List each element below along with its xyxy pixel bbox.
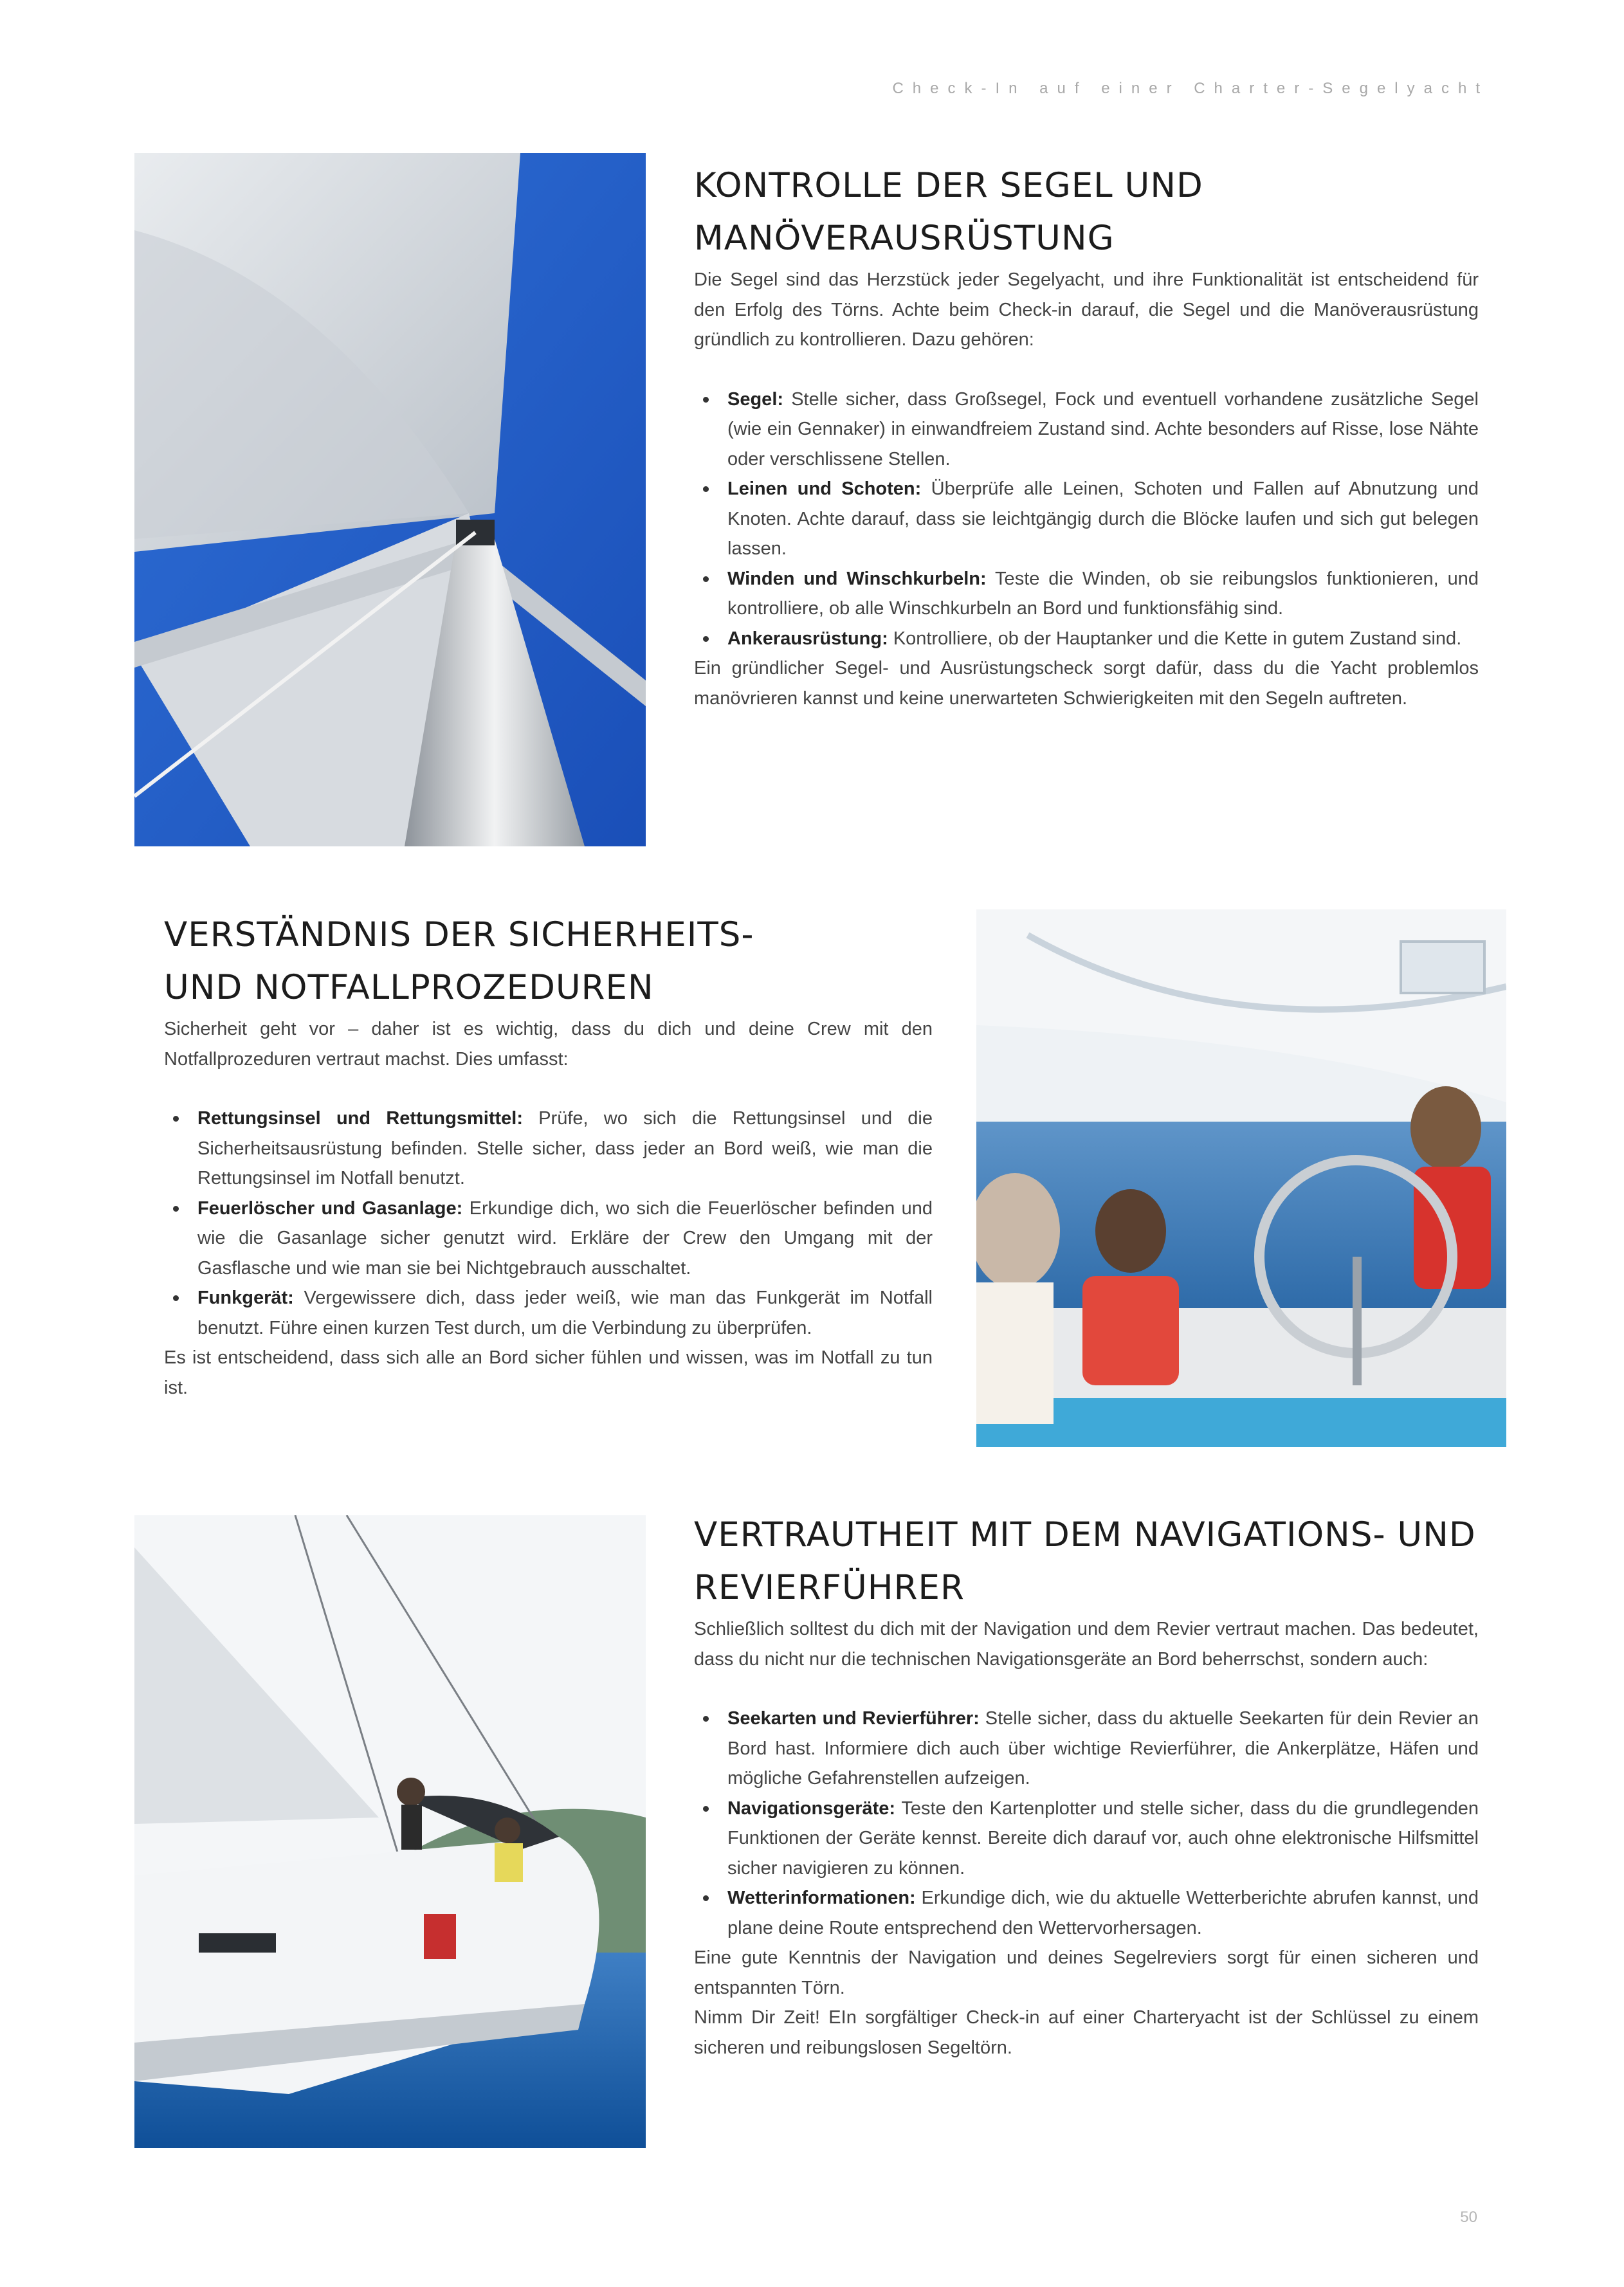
section-body [694,265,1479,713]
checklist [694,1704,1479,1943]
list-item: Segel: Stelle sicher, dass Großsegel, Fock und eventuell vorhandene zusätzliche Segel (wie ein Gennaker) in einwandfreiem Zustand sind. Achte besonders auf Risse, lose Nähte oder verschlissene Stellen. [694,385,1479,475]
list-item: Wetterinformationen: Erkundige dich, wie du aktuelle Wetterberichte abrufen kannst, und plane deine Route entsprechend den Wettervorhersagen. [694,1883,1479,1943]
list-item: Navigationsgeräte: Teste den Kartenplotter und stelle sicher, dass du die grundlegenden Funktionen der Geräte kennst. Bereite dich darauf vor, auch ohne elektronische Hilfsmittel sicher navigieren zu können. [694,1794,1479,1884]
section-navigation [694,1509,1479,2063]
section-sails [694,159,1479,713]
section-safety [164,909,933,1403]
list-item: Rettungsinsel und Rettungsmittel: Prüfe, wo sich die Rettungsinsel und die Sicherheitsausrüstung befinden. Stelle sicher, dass jeder an Bord weiß, wie man die Rettungsinsel im Notfall benutzt. [164,1104,933,1194]
closing-paragraph: Nimm Dir Zeit! EIn sorgfältiger Check-in auf einer Charteryacht ist der Schlüssel zu einem sicheren und reibungslosen Segeltörn. [694,2007,1479,2058]
checklist [694,385,1479,654]
section-title: VERSTÄNDNIS DER SICHERHEITS- UND NOTFALLPROZEDUREN [164,915,754,1007]
outro-paragraph: Eine gute Kenntnis der Navigation und deines Segelreviers sorgt für einen sicheren und entspannten Törn. [694,1947,1479,1998]
family-helm-photo [976,909,1506,1447]
outro-paragraph: Ein gründlicher Segel- und Ausrüstungscheck sorgt dafür, dass du die Yacht problemlos manövrieren kannst und keine unerwarteten Schwierigkeiten mit den Segeln auftreten. [694,658,1479,709]
intro-paragraph: Schließlich solltest du dich mit der Navigation und dem Revier vertraut machen. Das bedeutet, dass du nicht nur die technischen Navigationsgeräte an Bord beherrschst, sondern auch: [694,1619,1479,1670]
outro-paragraph: Es ist entscheidend, dass sich alle an Bord sicher fühlen und wissen, was im Notfall zu tun ist. [164,1347,933,1398]
intro-paragraph: Sicherheit geht vor – daher ist es wichtig, dass du dich und deine Crew mit den Notfallprozeduren vertraut machst. Dies umfasst: [164,1019,933,1070]
section-title: VERTRAUTHEIT MIT DEM NAVIGATIONS- UND REVIERFÜHRER [694,1515,1476,1607]
intro-paragraph: Die Segel sind das Herzstück jeder Segelyacht, und ihre Funktionalität ist entscheidend für den Erfolg des Törns. Achte beim Check-in darauf, die Segel und die Manöverausrüstung gründlich zu kontrollieren. Dazu gehören: [694,269,1479,350]
list-item: Leinen und Schoten: Überprüfe alle Leinen, Schoten und Fallen auf Abnutzung und Knoten. Achte darauf, dass sie leichtgängig durch die Blöcke laufen und sich gut belegen lassen. [694,474,1479,564]
list-item: Winden und Winschkurbeln: Teste die Winden, ob sie reibungslos funktionieren, und kontrolliere, ob alle Winschkurbeln an Bord und funktionsfähig sind. [694,564,1479,624]
section-body [694,1614,1479,2063]
sailing-yacht-photo [134,1515,646,2148]
checklist [164,1104,933,1343]
list-item: Funkgerät: Vergewissere dich, dass jeder weiß, wie man das Funkgerät im Notfall benutzt. Führe einen kurzen Test durch, um die Verbindung zu überprüfen. [164,1283,933,1343]
mast-sails-photo [134,153,646,846]
section-body [164,1014,933,1403]
running-header: Check-In auf einer Charter-Segelyacht [892,80,1489,97]
page-number: 50 [1460,2209,1477,2226]
list-item: Feuerlöscher und Gasanlage: Erkundige dich, wo sich die Feuerlöscher befinden und wie die Gasanlage sicher genutzt wird. Erkläre der Crew den Umgang mit der Gasflasche und wie man sie bei Nichtgebrauch ausschaltet. [164,1194,933,1284]
list-item: Seekarten und Revierführer: Stelle sicher, dass du aktuelle Seekarten für dein Revier an Bord hast. Informiere dich auch über wichtige Revierführer, die Ankerplätze, Häfen und mögliche Gefahrenstellen aufzeigen. [694,1704,1479,1794]
section-title: KONTROLLE DER SEGEL UND MANÖVERAUSRÜSTUNG [694,166,1203,258]
list-item: Ankerausrüstung: Kontrolliere, ob der Hauptanker und die Kette in gutem Zustand sind. [694,624,1479,654]
